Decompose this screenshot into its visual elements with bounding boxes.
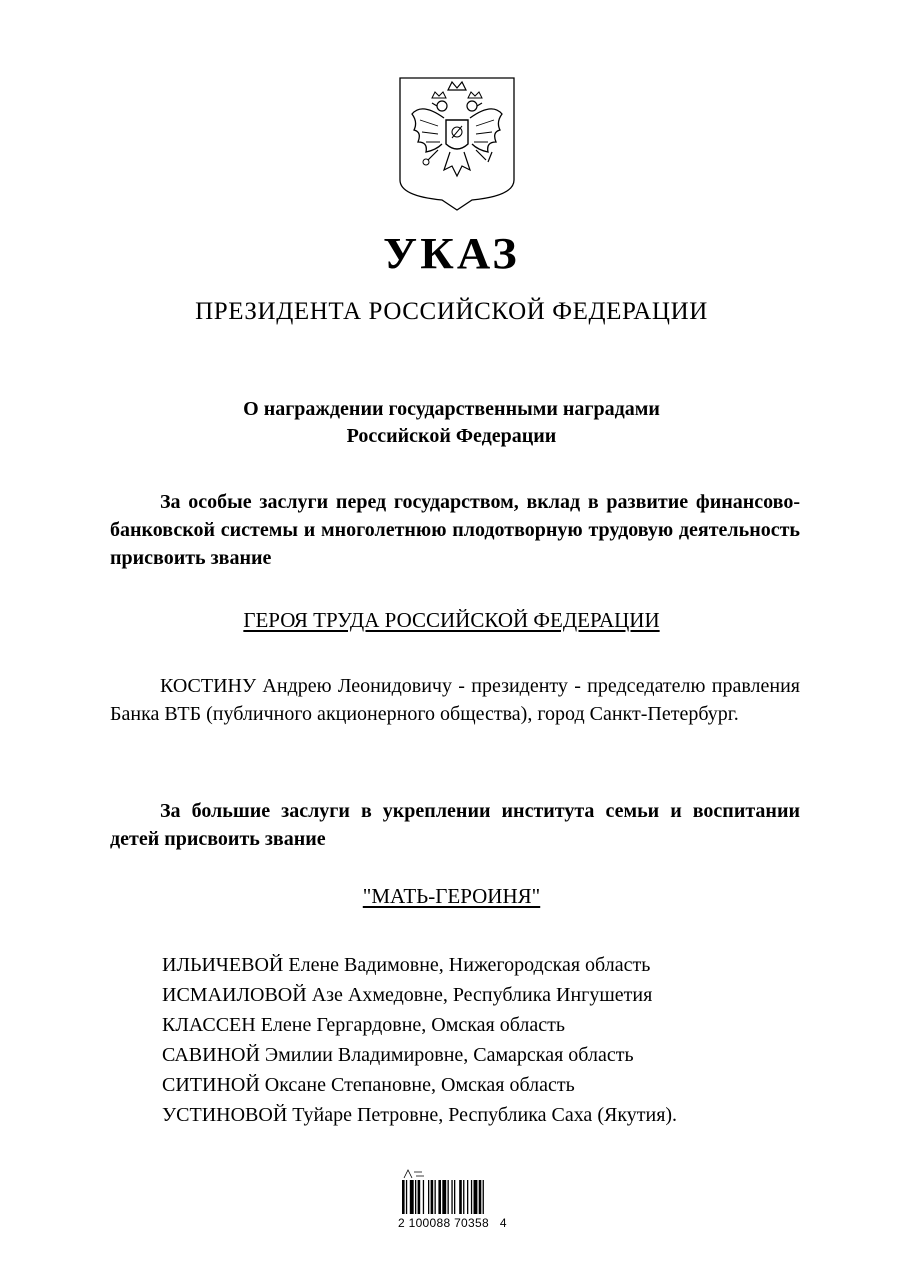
barcode (398, 1168, 528, 1248)
list-item: УСТИНОВОЙ Туйаре Петровне, Республика Саха (Якутия). (162, 1104, 678, 1126)
barcode-bar (451, 1180, 452, 1214)
award-title-text: ГЕРОЯ ТРУДА РОССИЙСКОЙ ФЕДЕРАЦИИ (243, 608, 660, 632)
barcode-bar (467, 1180, 468, 1214)
award-title-mother-heroine (0, 884, 903, 909)
barcode-bars (402, 1180, 522, 1214)
barcode-bar (418, 1180, 421, 1214)
section2-intro: За большие заслуги в укреплении института семьи и воспитании детей присвоить звание (110, 800, 800, 850)
award-title-text: "МАТЬ-ГЕРОИНЯ" (362, 884, 541, 908)
barcode-bar (406, 1180, 407, 1214)
barcode-bar (459, 1180, 462, 1214)
barcode-bar (410, 1180, 414, 1214)
barcode-bar (415, 1180, 416, 1214)
barcode-number: 2 100088 70358 4 (398, 1216, 507, 1230)
barcode-bar (463, 1180, 464, 1214)
document-title: УКАЗ (383, 229, 520, 278)
barcode-bar (471, 1180, 472, 1214)
subject-line-1: О награждении государственными наградами (243, 398, 660, 420)
list-item: ИСМАИЛОВОЙ Азе Ахмедовне, Республика Ингушетия (162, 984, 653, 1006)
list-item: ИЛЬИЧЕВОЙ Елене Вадимовне, Нижегородская область (162, 954, 651, 976)
document-subject (0, 396, 903, 450)
award-title-hero-of-labour (0, 608, 903, 633)
barcode-bar (454, 1180, 455, 1214)
document-subtitle: ПРЕЗИДЕНТА РОССИЙСКОЙ ФЕДЕРАЦИИ (195, 298, 708, 325)
barcode-bar (474, 1180, 478, 1214)
barcode-bar (483, 1180, 484, 1214)
list-item: КЛАССЕН Елене Гергардовне, Омская область (162, 1014, 566, 1036)
barcode-bar (448, 1180, 449, 1214)
list-item: САВИНОЙ Эмилии Владимировне, Самарская область (162, 1044, 634, 1066)
barcode-bar (442, 1180, 446, 1214)
subject-line-2: Российской Федерации (346, 425, 557, 447)
barcode-bar (428, 1180, 429, 1214)
section1-intro: За особые заслуги перед государством, вклад в развитие финансово-банковской системы и многолетнюю плодотворную трудовую деятельность присвоить звание (110, 491, 800, 569)
section1-recipient: КОСТИНУ Андрею Леонидовичу - президенту - председателю правления Банка ВТБ (публичного акционерного общества), город Санкт-Петербург. (110, 675, 800, 725)
coat-of-arms-emblem (392, 72, 522, 212)
barcode-bar (423, 1180, 424, 1214)
barcode-bar (438, 1180, 441, 1214)
awardee-list (162, 950, 677, 1130)
barcode-bar (431, 1180, 434, 1214)
barcode-bar (435, 1180, 436, 1214)
barcode-bar (402, 1180, 405, 1214)
barcode-stamp-mark (402, 1168, 432, 1180)
list-item: СИТИНОЙ Оксане Степановне, Омская область (162, 1074, 575, 1096)
barcode-bar (479, 1180, 482, 1214)
